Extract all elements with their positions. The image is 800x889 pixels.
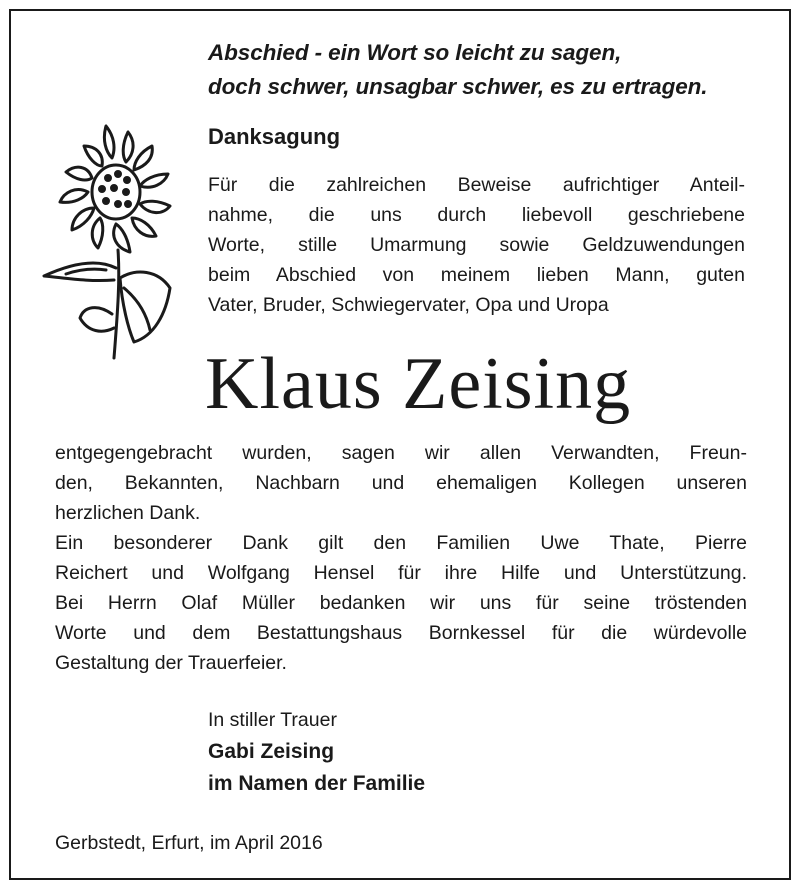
body-line: Reichert und Wolfgang Hensel für ihre Hilfe und Unterstützung. bbox=[55, 562, 747, 584]
intro-paragraph bbox=[208, 170, 745, 320]
motto-verse bbox=[208, 36, 707, 104]
body-line: herzlichen Dank. bbox=[55, 502, 201, 524]
motto-line-1: Abschied - ein Wort so leicht zu sagen, bbox=[208, 40, 622, 65]
intro-line: Für die zahlreichen Beweise aufrichtiger Anteil- bbox=[208, 174, 745, 196]
body-line: den, Bekannten, Nachbarn und ehemaligen Kollegen unseren bbox=[55, 472, 747, 494]
body-line: Gestaltung der Trauerfeier. bbox=[55, 652, 287, 674]
body-line: Bei Herrn Olaf Müller bedanken wir uns für seine tröstenden bbox=[55, 592, 747, 614]
place-and-date: Gerbstedt, Erfurt, im April 2016 bbox=[55, 832, 323, 854]
signature-block bbox=[208, 704, 425, 800]
intro-line: nahme, die uns durch liebevoll geschriebene bbox=[208, 204, 745, 226]
intro-line: beim Abschied von meinem lieben Mann, guten bbox=[208, 264, 745, 286]
body-line: Ein besonderer Dank gilt den Familien Uwe Thate, Pierre bbox=[55, 532, 747, 554]
body-paragraph bbox=[55, 438, 747, 678]
motto-line-2: doch schwer, unsagbar schwer, es zu ertragen. bbox=[208, 74, 708, 99]
heading-danksagung: Danksagung bbox=[208, 124, 341, 149]
body-line: Worte und dem Bestattungshaus Bornkessel für die würdevolle bbox=[55, 622, 747, 644]
body-line: entgegengebracht wurden, sagen wir allen Verwandten, Freun- bbox=[55, 442, 747, 464]
deceased-name: Klaus Zeising bbox=[205, 343, 632, 425]
intro-line: Vater, Bruder, Schwiegervater, Opa und Uropa bbox=[208, 294, 609, 316]
intro-line: Worte, stille Umarmung sowie Geldzuwendungen bbox=[208, 234, 745, 256]
signature-name: Gabi Zeising bbox=[208, 740, 335, 763]
signature-family: im Namen der Familie bbox=[208, 772, 426, 795]
signature-intro: In stiller Trauer bbox=[208, 709, 337, 731]
sunflower-illustration-icon bbox=[36, 118, 196, 368]
